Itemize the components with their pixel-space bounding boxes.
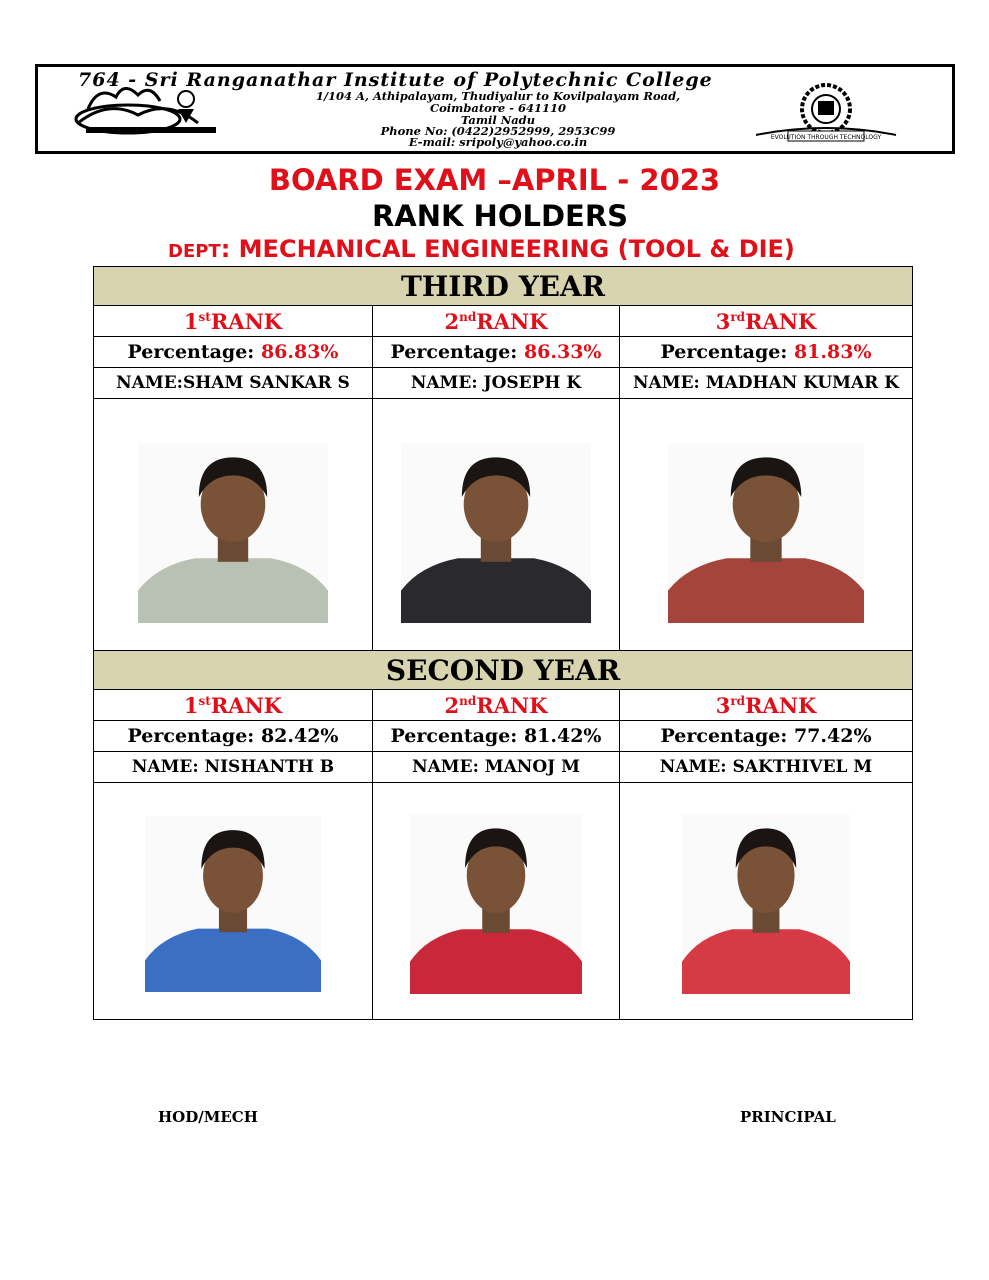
percentage-cell: Percentage: 86.33% [373, 337, 620, 368]
student-photo [410, 814, 582, 994]
rank-label: 1stRANK [94, 306, 373, 337]
phone-line: Phone No: (0422)2952999, 2953C99 [380, 124, 616, 138]
email-line: E-mail: sripoly@yahoo.co.in [408, 135, 588, 149]
dept-prefix: DEPT [168, 241, 221, 262]
student-name: NAME: MADHAN KUMAR K [620, 368, 913, 399]
percentage-cell: Percentage: 86.83% [94, 337, 373, 368]
dept-name: : MECHANICAL ENGINEERING (TOOL & DIE) [220, 235, 795, 263]
rank-label: 2ndRANK [373, 690, 620, 721]
photo-cell [94, 783, 373, 1020]
portrait-icon [401, 443, 591, 623]
address-line-2: Coimbatore - 641110 [429, 101, 566, 115]
year-header-second: SECOND YEAR [94, 651, 913, 690]
address-line-3: Tamil Nadu [460, 113, 536, 127]
percentage-cell: Percentage: 81.42% [373, 721, 620, 752]
hod-signature-label: HOD/MECH [158, 1108, 258, 1126]
student-name: NAME: JOSEPH K [373, 368, 620, 399]
student-photo [668, 443, 864, 623]
rank-label: 2ndRANK [373, 306, 620, 337]
student-photo [145, 816, 321, 992]
rank-label: 3rdRANK [620, 690, 913, 721]
portrait-icon [682, 814, 850, 994]
address-line-1: 1/104 A, Athipalayam, Thudiyalur to Kovilpalayam Road, [315, 89, 681, 103]
department-heading [168, 235, 795, 263]
rank-label: 3rdRANK [620, 306, 913, 337]
photo-cell [620, 399, 913, 651]
student-photo [401, 443, 591, 623]
student-name: NAME: SAKTHIVEL M [620, 752, 913, 783]
student-name: NAME: MANOJ M [373, 752, 620, 783]
portrait-icon [410, 814, 582, 994]
photo-cell [373, 783, 620, 1020]
photo-cell [620, 783, 913, 1020]
student-photo [682, 814, 850, 994]
rank-holders-title: RANK HOLDERS [371, 199, 629, 233]
percentage-cell: Percentage: 81.83% [620, 337, 913, 368]
principal-signature-label: PRINCIPAL [740, 1108, 836, 1126]
portrait-icon [138, 443, 328, 623]
exam-title: BOARD EXAM –APRIL - 2023 [268, 163, 721, 197]
emblem-icon [736, 81, 916, 145]
rank-holders-table [93, 266, 913, 1020]
student-name: NAME:SHAM SANKAR S [94, 368, 373, 399]
emblem-motto: EVOLUTION THROUGH TECHNOLOGY [770, 134, 882, 141]
percentage-cell: Percentage: 82.42% [94, 721, 373, 752]
photo-cell [94, 399, 373, 651]
rank-label: 1stRANK [94, 690, 373, 721]
letterhead [35, 64, 955, 154]
portrait-icon [145, 816, 321, 992]
student-photo [138, 443, 328, 623]
percentage-cell: Percentage: 77.42% [620, 721, 913, 752]
photo-cell [373, 399, 620, 651]
college-name: 764 - Sri Ranganathar Institute of Polytechnic College [78, 69, 713, 91]
portrait-icon [668, 443, 864, 623]
student-name: NAME: NISHANTH B [94, 752, 373, 783]
year-header-third: THIRD YEAR [94, 267, 913, 306]
